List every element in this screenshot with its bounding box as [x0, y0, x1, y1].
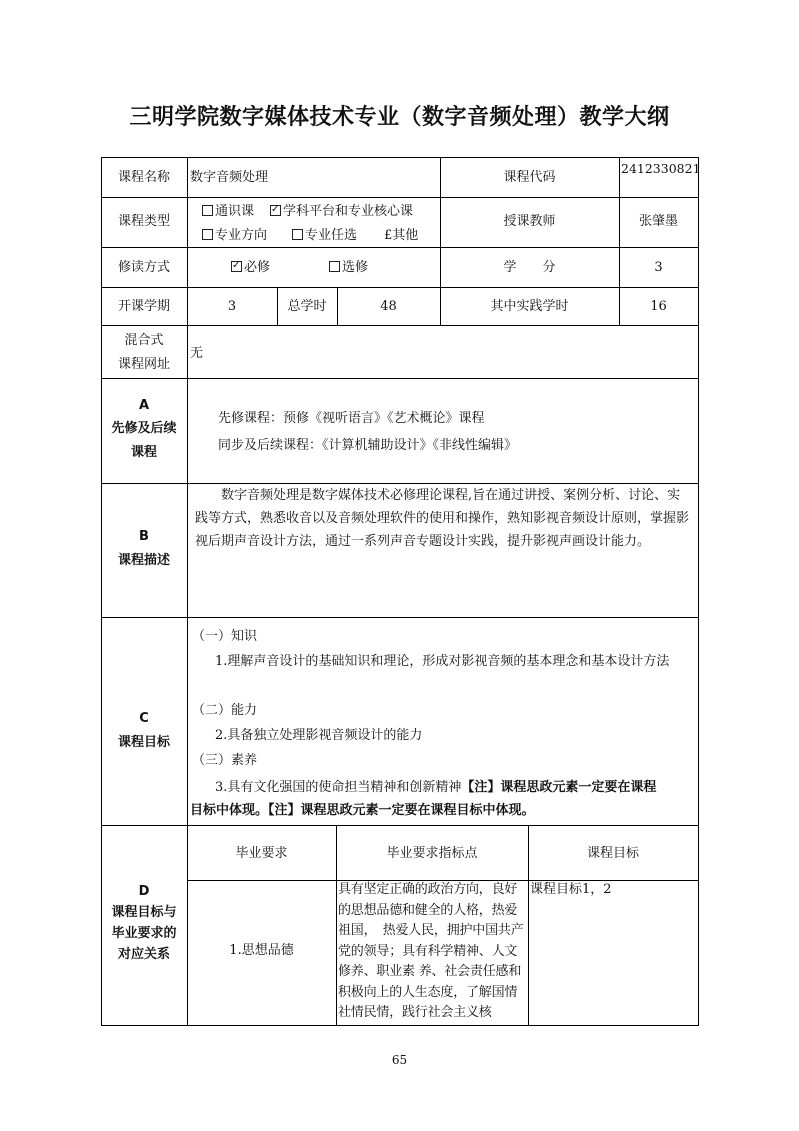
practice-hours-label: 其中实践学时 — [490, 299, 569, 314]
checkbox-icon — [202, 205, 213, 216]
requirement-cell: 1.思想品德 — [229, 943, 294, 958]
follow-up-text: 同步及后续课程：《计算机辅助设计》《非线性编辑》 — [218, 438, 518, 453]
blended-url-value: 无 — [190, 346, 204, 361]
mode-option-elective[interactable]: 选修 — [329, 260, 368, 276]
page-title: 三明学院数字媒体技术专业（数字音频处理）教学大纲 — [129, 105, 670, 130]
goal-heading-ability: （二）能力 — [192, 703, 258, 718]
section-d-label-2: 毕业要求的 — [111, 926, 177, 941]
course-name-value: 数字音频处理 — [190, 170, 269, 185]
blended-label-line-1: 混合式 — [124, 333, 164, 348]
section-a-letter: A — [138, 398, 150, 413]
header-course-goal: 课程目标 — [586, 846, 639, 861]
goal-ability-text: 2.具备独立处理影视音频设计的能力 — [215, 728, 423, 743]
goal-heading-literacy: （三）素养 — [192, 753, 258, 768]
checkbox-icon — [202, 229, 213, 240]
course-code-value: 2412330821 — [621, 161, 701, 176]
blended-label-line-2: 课程网址 — [117, 357, 170, 372]
practice-hours-value: 16 — [650, 299, 667, 314]
credit-value: 3 — [654, 260, 663, 275]
prerequisite-text: 先修课程：预修《视听语言》《艺术概论》课程 — [218, 411, 485, 426]
page-number: 65 — [391, 1053, 408, 1067]
section-b-label: 课程描述 — [117, 553, 170, 568]
course-code-label: 课程代码 — [503, 170, 556, 185]
section-a-label-1: 先修及后续 — [111, 421, 177, 436]
section-c-label: 课程目标 — [117, 735, 170, 750]
goal-heading-knowledge: （一）知识 — [192, 629, 258, 644]
goal-literacy-note: 目标中体现。【注】课程思政元素一定要在课程目标中体现。 — [190, 803, 535, 818]
checkbox-icon — [329, 261, 340, 272]
teacher-value: 张肇墨 — [638, 214, 678, 229]
total-hours-label: 总学时 — [287, 299, 327, 314]
checkbox-checked-icon — [270, 205, 281, 216]
mode-option-required[interactable]: ✓ 必修 — [231, 260, 270, 276]
indicator-cell: 具有坚定正确的政治方向，良好的思想品德和健全的人格，热爱祖国， 热爱人民，拥护中国共产党的领导；具有科学精神、人文修养、职业素 养、社会责任感和积极向上的人生态度，了解国情社情民情，践行社会主义核 — [338, 882, 524, 1020]
course-goal-cell: 课程目标1，2 — [530, 882, 612, 897]
type-option-other[interactable]: £其他 — [384, 228, 419, 243]
checkbox-checked-icon — [231, 261, 242, 272]
pound-marker-icon: £ — [384, 228, 393, 243]
goal-knowledge-text: 1.理解声音设计的基础知识和理论，形成对影视音频的基本理念和基本设计方法 — [215, 654, 670, 669]
credit-label: 学 分 — [503, 260, 556, 275]
header-graduation-requirement: 毕业要求 — [235, 846, 288, 861]
total-hours-value: 48 — [380, 299, 397, 314]
type-option-core[interactable]: ✓ 学科平台和专业核心课 — [270, 204, 413, 220]
semester-label: 开课学期 — [117, 299, 170, 314]
type-option-general[interactable]: 通识课 — [202, 204, 254, 220]
course-name-label: 课程名称 — [117, 170, 170, 185]
section-c-letter: C — [139, 711, 149, 726]
type-option-elective[interactable]: 专业任选 — [292, 228, 357, 244]
section-d-label-3: 对应关系 — [117, 947, 170, 962]
goal-literacy-text: 3.具有文化强国的使命担当精神和创新精神【注】课程思政元素一定要在课程 — [215, 780, 657, 795]
semester-value: 3 — [227, 299, 237, 314]
section-d-letter: D — [138, 884, 150, 899]
section-a-label-2: 课程 — [130, 445, 157, 460]
section-d-label-1: 课程目标与 — [111, 905, 177, 920]
header-requirement-indicator: 毕业要求指标点 — [386, 846, 478, 861]
teacher-label: 授课教师 — [503, 214, 556, 229]
checkbox-icon — [292, 229, 303, 240]
course-description: 数字音频处理是数字媒体技术必修理论课程,旨在通过讲授、案例分析、讨论、实践等方式，熟悉收音以及音频处理软件的使用和操作，熟知影视音频设计原则，掌握影视后期声音设计方法，通过一系列声音专题设计实践，提升影视声画设计能力。 — [195, 488, 690, 549]
course-type-label: 课程类型 — [117, 214, 170, 229]
section-b-letter: B — [139, 529, 149, 544]
type-option-direction[interactable]: 专业方向 — [202, 228, 267, 244]
study-mode-label: 修读方式 — [117, 260, 170, 275]
